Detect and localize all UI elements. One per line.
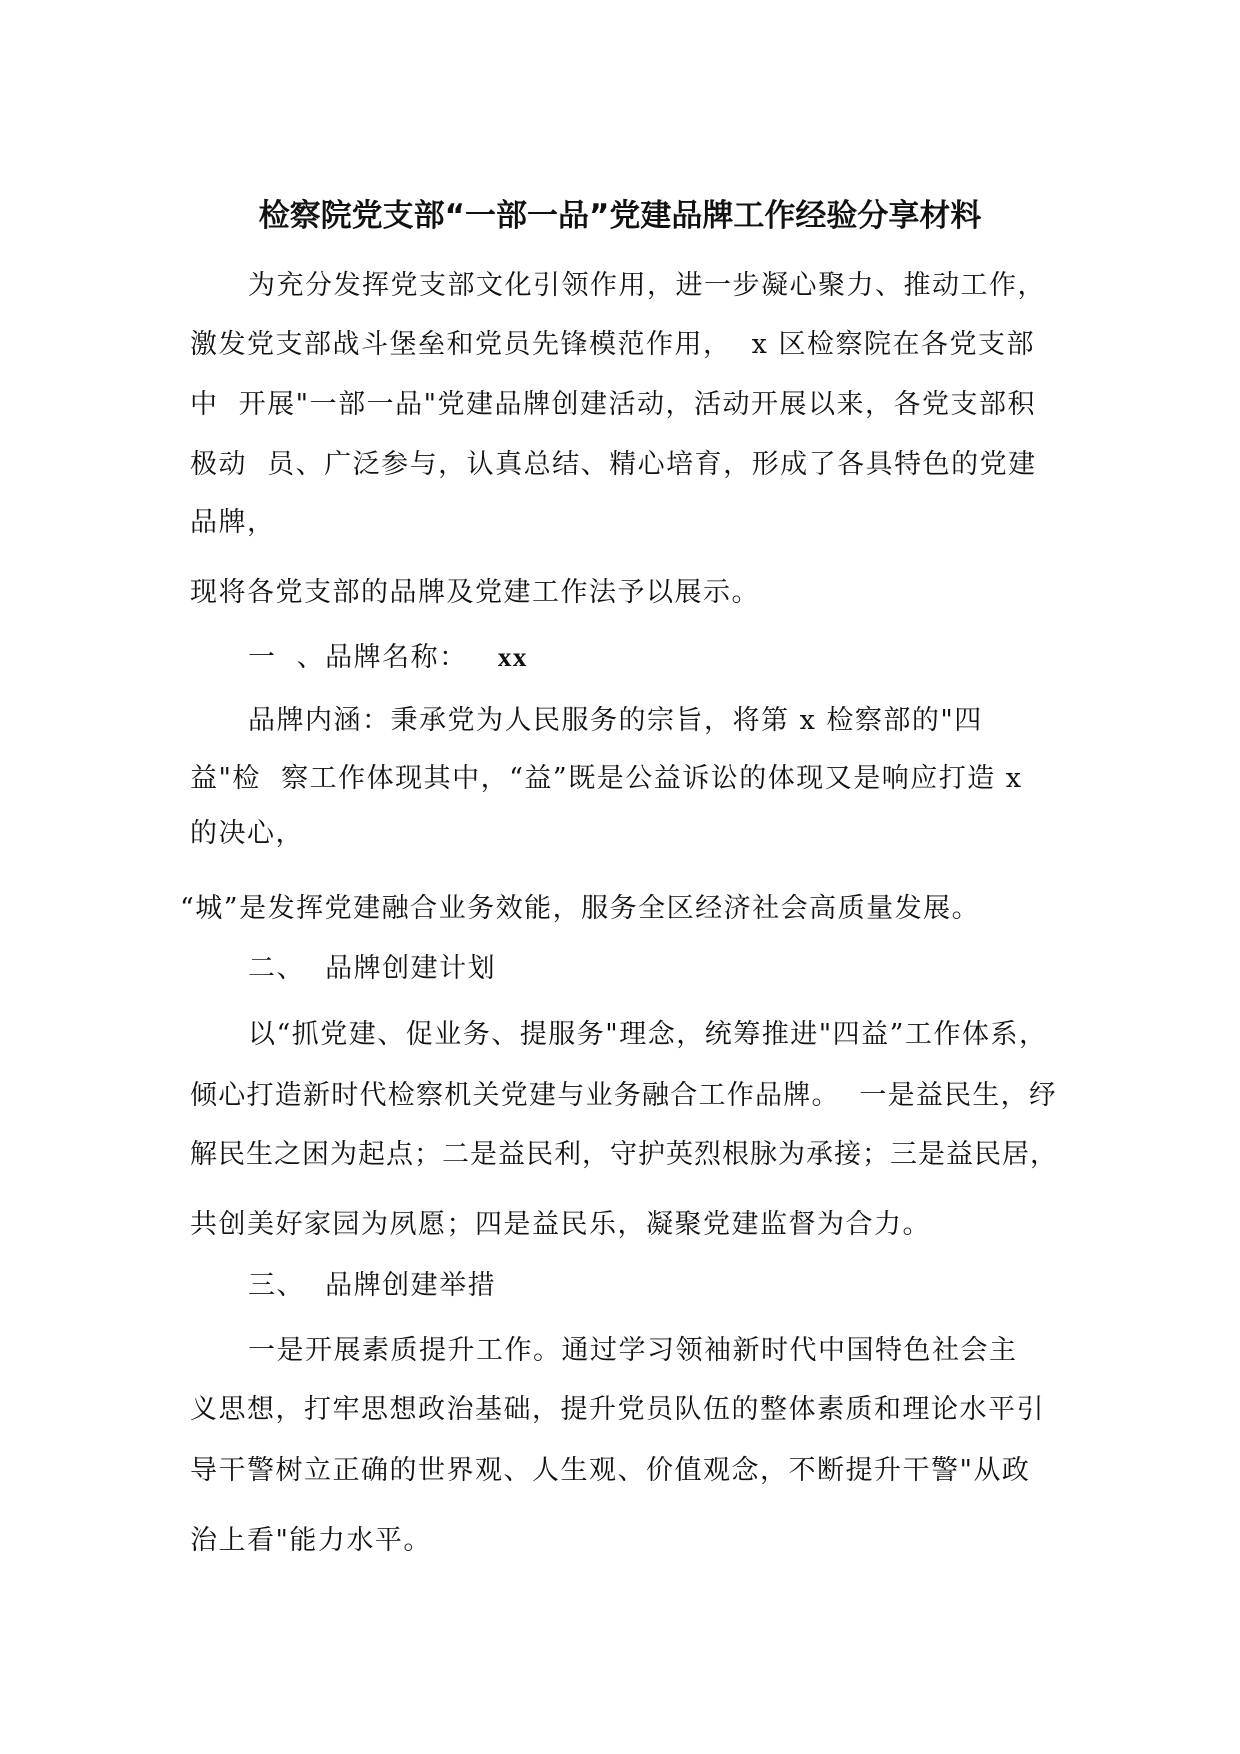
- section1-line-1: 品牌内涵：秉承党为人民服务的宗旨，将第 x 检察部的"四: [248, 705, 983, 736]
- intro-line-4: 极动 员、广泛参与，认真总结、精心培育，形成了各具特色的党建: [190, 449, 1037, 480]
- section2-line-1: 以“抓党建、促业务、提服务"理念，统筹推进"四益”工作体系，: [248, 1019, 1048, 1050]
- intro-line-6: 现将各党支部的品牌及党建工作法予以展示。: [190, 577, 760, 608]
- intro-line-1: 为充分发挥党支部文化引领作用，进一步凝心聚力、推动工作，: [248, 270, 1046, 301]
- section1-heading: [248, 639, 528, 676]
- section1-line-4: “城”是发挥党建融合业务效能，服务全区经济社会高质量发展。: [180, 893, 981, 924]
- section2-line-4: 共创美好家园为夙愿；四是益民乐，凝聚党建监督为合力。: [190, 1209, 931, 1240]
- section3-line-3: 导干警树立正确的世界观、人生观、价值观念，不断提升干警"从政: [190, 1455, 1031, 1486]
- section1-line-2: 益"检 察工作体现其中，“益”既是公益诉讼的体现又是响应打造 x: [190, 763, 1023, 794]
- intro-line-2: 激发党支部战斗堡垒和党员先锋模范作用， x 区检察院在各党支部: [190, 329, 1035, 360]
- section2-line-3: 解民生之困为起点；二是益民利，守护英烈根脉为承接；三是益民居，: [190, 1139, 1058, 1170]
- section3-heading: 三、 品牌创建举措: [248, 1270, 497, 1301]
- document-title: 检察院党支部“一部一品”党建品牌工作经验分享材料: [258, 198, 982, 234]
- intro-line-5: 品牌，: [190, 507, 276, 538]
- section1-brand-name: xx: [497, 642, 528, 672]
- section2-heading: 二、 品牌创建计划: [248, 953, 497, 984]
- section1-line-3: 的决心，: [190, 818, 304, 849]
- section2-line-2: 倾心打造新时代检察机关党建与业务融合工作品牌。 一是益民生，纾: [190, 1080, 1058, 1111]
- intro-line-3: 中 开展"一部一品"党建品牌创建活动，活动开展以来，各党支部积: [190, 389, 1037, 420]
- section3-line-2: 义思想，打牢思想政治基础，提升党员队伍的整体素质和理论水平引: [190, 1394, 1045, 1425]
- section3-line-4: 治上看"能力水平。: [190, 1525, 432, 1556]
- section1-heading-label: 一 、品牌名称：: [248, 642, 468, 673]
- section3-line-1: 一是开展素质提升工作。通过学习领袖新时代中国特色社会主: [248, 1335, 1018, 1366]
